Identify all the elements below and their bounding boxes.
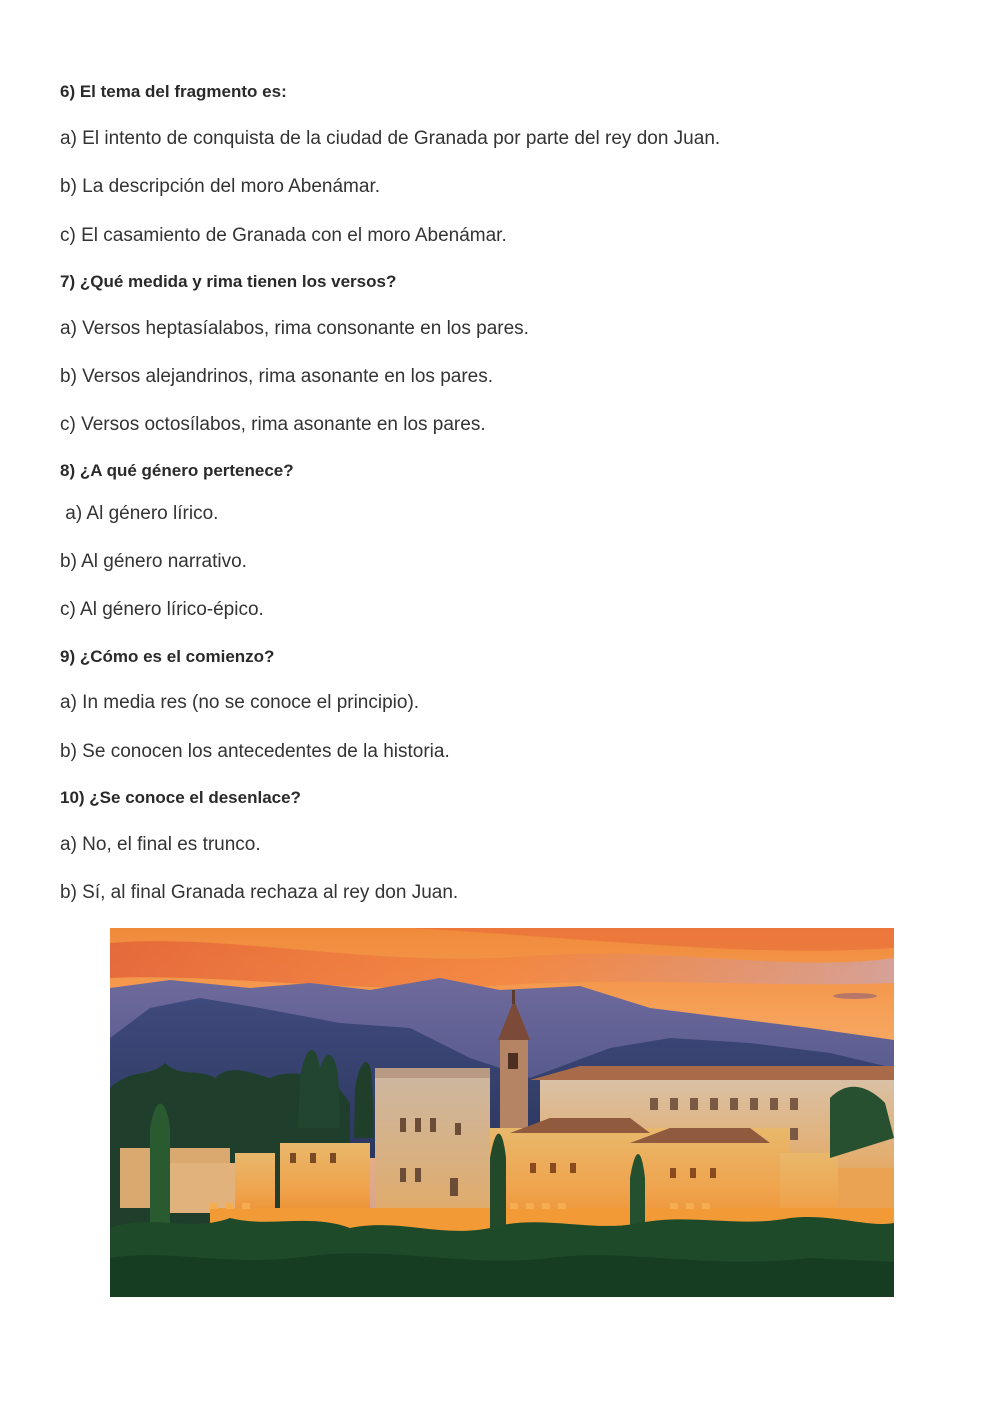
question-9-title: 9) ¿Cómo es el comienzo? <box>60 647 275 666</box>
alhambra-photo <box>110 928 894 1297</box>
question-6-title: 6) El tema del fragmento es: <box>60 82 287 101</box>
question-7-option-c[interactable]: c) Versos octosílabos, rima asonante en los pares. <box>60 414 486 435</box>
question-8-title: 8) ¿A qué género pertenece? <box>60 461 294 480</box>
question-6-option-c[interactable]: c) El casamiento de Granada con el moro Abenámar. <box>60 225 507 246</box>
question-6-option-b[interactable]: b) La descripción del moro Abenámar. <box>60 176 381 197</box>
question-6-option-a[interactable]: a) El intento de conquista de la ciudad de Granada por parte del rey don Juan. <box>60 128 721 149</box>
question-7-title: 7) ¿Qué medida y rima tienen los versos? <box>60 272 397 291</box>
question-9-option-a[interactable]: a) In media res (no se conoce el principio). <box>60 692 420 713</box>
question-10-option-a[interactable]: a) No, el final es trunco. <box>60 834 261 855</box>
question-7-option-a[interactable]: a) Versos heptasíalabos, rima consonante en los pares. <box>60 318 529 339</box>
question-10-option-b[interactable]: b) Sí, al final Granada rechaza al rey don Juan. <box>60 882 459 903</box>
question-8-option-a[interactable]: a) Al género lírico. <box>60 503 219 524</box>
question-8-option-b[interactable]: b) Al género narrativo. <box>60 551 247 572</box>
question-7-option-b[interactable]: b) Versos alejandrinos, rima asonante en los pares. <box>60 366 494 387</box>
question-10-title: 10) ¿Se conoce el desenlace? <box>60 788 301 807</box>
question-9-option-b[interactable]: b) Se conocen los antecedentes de la historia. <box>60 741 450 762</box>
question-8-option-c[interactable]: c) Al género lírico-épico. <box>60 599 264 620</box>
